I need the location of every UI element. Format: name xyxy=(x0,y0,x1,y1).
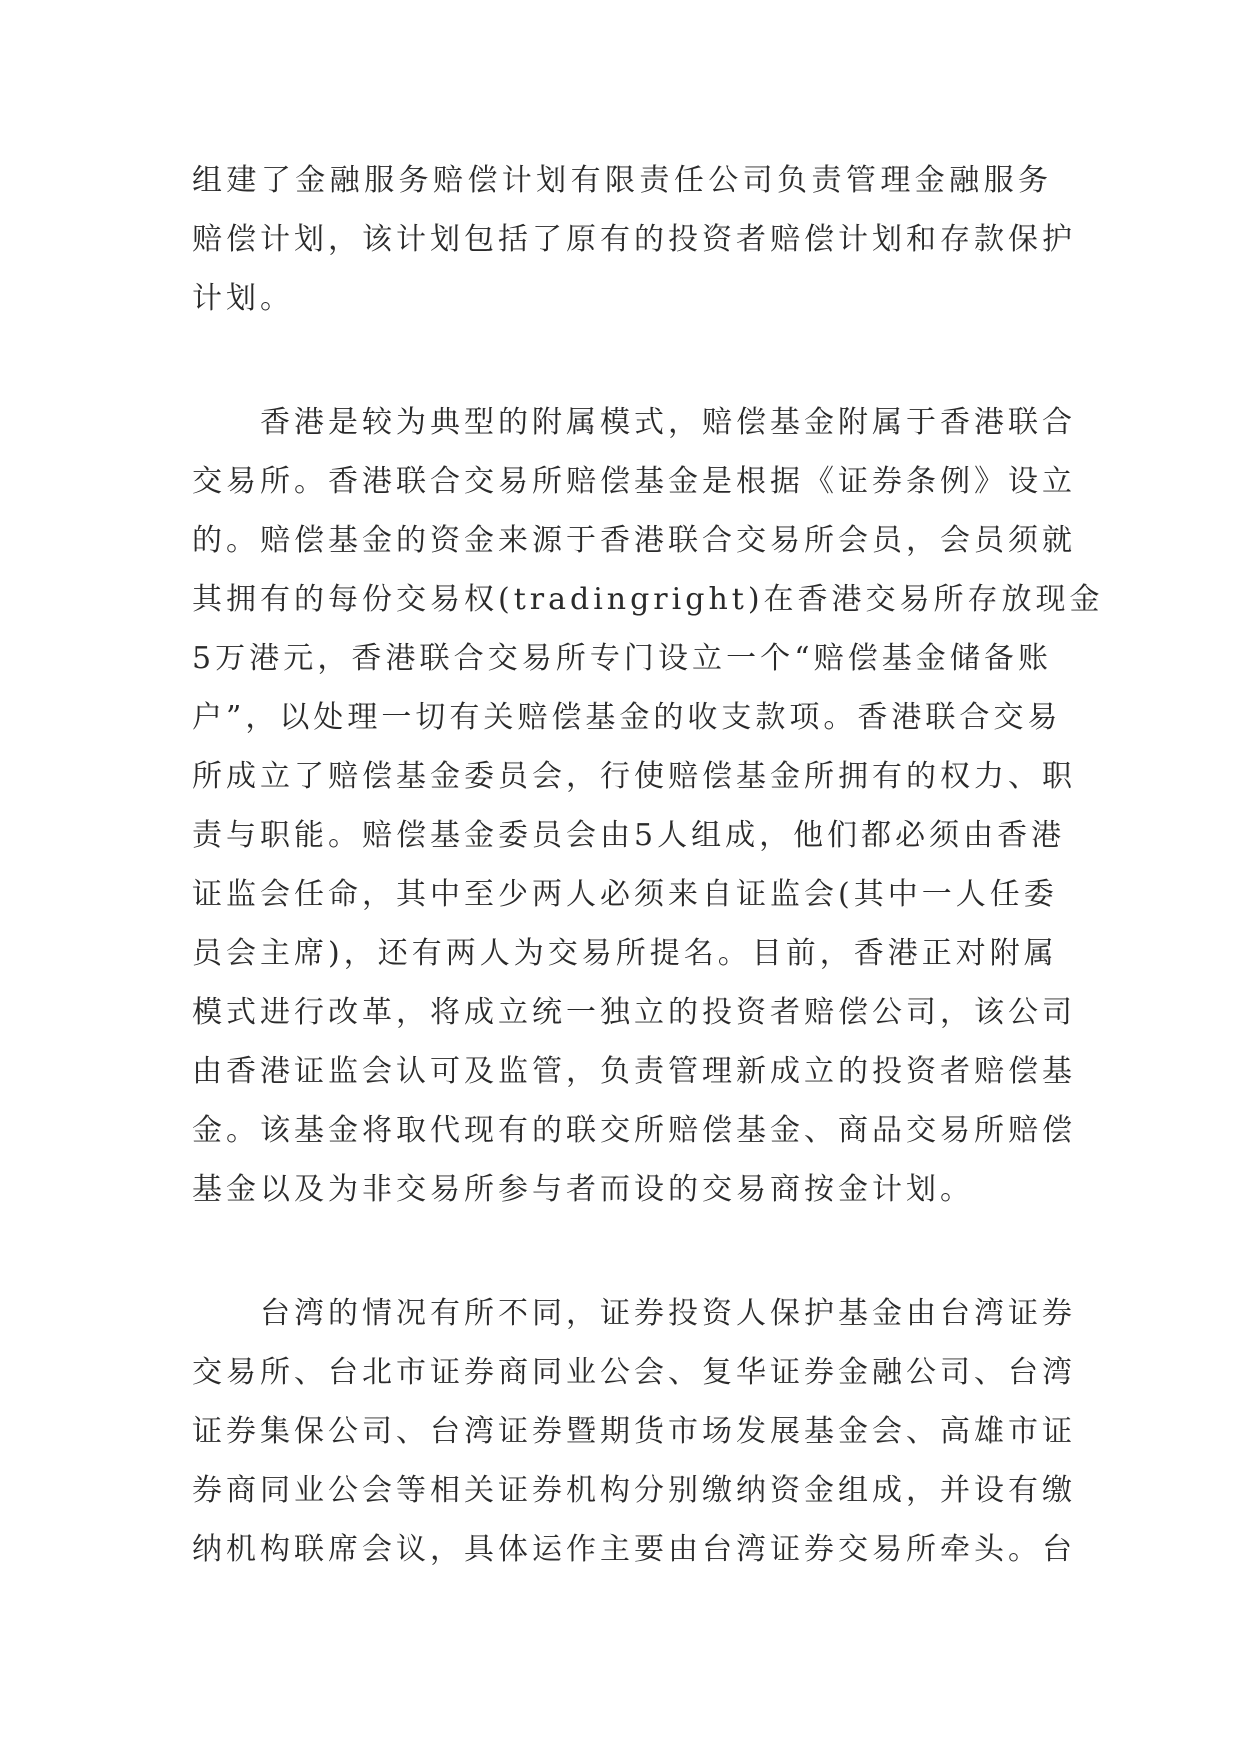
paragraph-spacer xyxy=(192,337,1052,402)
paragraph-2 xyxy=(192,402,1104,1228)
text-line: 的。赔偿基金的资金来源于香港联合交易所会员，会员须就 xyxy=(192,523,1076,558)
paragraph-spacer xyxy=(192,1228,1052,1293)
text-line: 基金以及为非交易所参与者而设的交易商按金计划。 xyxy=(192,1172,974,1207)
text-line: 员会主席)，还有两人为交易所提名。目前，香港正对附属 xyxy=(192,936,1058,971)
text-line: 纳机构联席会议，具体运作主要由台湾证券交易所牵头。台 xyxy=(192,1532,1076,1567)
text-line: 台湾的情况有所不同，证券投资人保护基金由台湾证券 xyxy=(192,1296,1076,1331)
paragraph-3 xyxy=(192,1293,1076,1588)
text-line: 券商同业公会等相关证券机构分别缴纳资金组成，并设有缴 xyxy=(192,1473,1076,1508)
text-line: 证监会任命，其中至少两人必须来自证监会(其中一人任委 xyxy=(192,877,1058,912)
text-line: 户”，以处理一切有关赔偿基金的收支款项。香港联合交易 xyxy=(192,700,1062,735)
text-line: 责与职能。赔偿基金委员会由5人组成，他们都必须由香港 xyxy=(192,818,1066,853)
text-line: 证券集保公司、台湾证券暨期货市场发展基金会、高雄市证 xyxy=(192,1414,1076,1449)
text-line: 香港是较为典型的附属模式，赔偿基金附属于香港联合 xyxy=(192,405,1076,440)
text-line: 由香港证监会认可及监管，负责管理新成立的投资者赔偿基 xyxy=(192,1054,1076,1089)
paragraph-1 xyxy=(192,160,1076,337)
text-line: 所成立了赔偿基金委员会，行使赔偿基金所拥有的权力、职 xyxy=(192,759,1076,794)
document-body xyxy=(192,160,1104,1588)
text-line: 赔偿计划，该计划包括了原有的投资者赔偿计划和存款保护 xyxy=(192,222,1076,257)
text-line: 组建了金融服务赔偿计划有限责任公司负责管理金融服务 xyxy=(192,163,1052,198)
text-line: 金。该基金将取代现有的联交所赔偿基金、商品交易所赔偿 xyxy=(192,1113,1076,1148)
text-line: 交易所。香港联合交易所赔偿基金是根据《证券条例》设立 xyxy=(192,464,1076,499)
text-line: 模式进行改革，将成立统一独立的投资者赔偿公司，该公司 xyxy=(192,995,1076,1030)
text-line: 计划。 xyxy=(192,281,294,316)
text-line: 其拥有的每份交易权(tradingright)在香港交易所存放现金 xyxy=(192,582,1104,617)
text-line: 交易所、台北市证券商同业公会、复华证券金融公司、台湾 xyxy=(192,1355,1076,1390)
text-line: 5万港元，香港联合交易所专门设立一个“赔偿基金储备账 xyxy=(192,641,1052,676)
